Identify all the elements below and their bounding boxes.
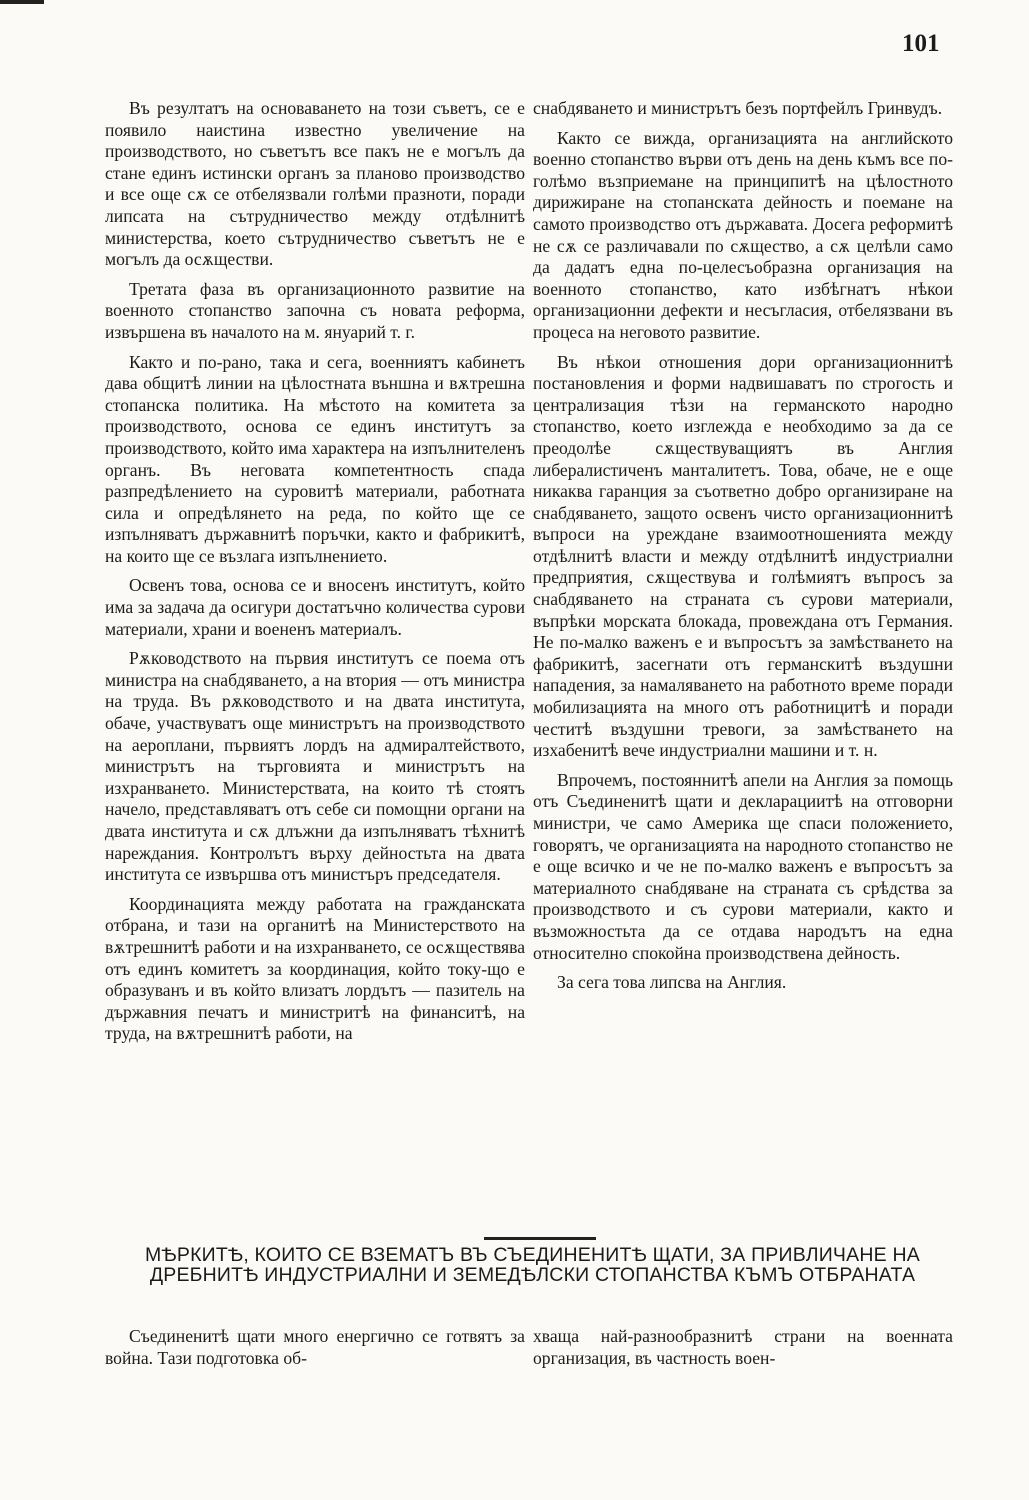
paragraph: Въ резултатъ на основаването на този съветъ, се е появило наистина известно увеличение на производството, но съветътъ все пакъ не е могълъ да стане единъ истински органъ за планово производство и все още сѫ се отбелязвали голѣми празноти, поради липсата на сътрудничество между отдѣлнитѣ министерства, което сътрудничество съветътъ не е могълъ да осѫществи. xyxy=(105,98,525,270)
paragraph: Както и по-рано, така и сега, военниятъ кабинетъ дава общитѣ линии на цѣлостната външна и вѫтрешна стопанска политика. На мѣстото на комитета за производството, основа се единъ институтъ за производството, който има характера на изпълнителенъ органъ. Въ неговата компетентность спада разпредѣлението на суровитѣ материали, работната сила и опредѣлянето на реда, по който ще се изпълняватъ държавнитѣ поръчки, както и фабрикитѣ, на които ще се възлага изпълнението. xyxy=(105,351,525,566)
paragraph: Въ нѣкои отношения дори организационнитѣ постановления и форми надвишаватъ по строгость и централизация тѣзи на германското народно стопанство, което изглежда е необходимо за да се преодолѣе сѫществуващиятъ въ Англия либералистиченъ манталитетъ. Това, обаче, не е още никаква гаранция за съответно добро организиране на снабдяването, защото освенъ чисто организационнитѣ въпроси на уреждане взаимоотношенията между отдѣлнитѣ власти и между отдѣлнитѣ индустриални предприятия, сѫществува и голѣмиятъ въпросъ за снабдяването на страната съ сурови материали, въпрѣки морската блокада, провеждана отъ Германия. Не по-малко важенъ е и въпросътъ за замѣстването на фабрикитѣ, засегнати отъ германскитѣ въздушни нападения, за намаляването на работното време поради мобилизацията на много отъ работницитѣ и поради честитѣ въздушни тревоги, за замѣстването на изхабенитѣ вече индустриални машини и т. н. xyxy=(533,351,953,761)
page-number: 101 xyxy=(902,30,940,57)
paragraph: Съединенитѣ щати много енергично се готвятъ за война. Тази подготовка об- xyxy=(105,1326,525,1368)
paragraph: хваща най-разнообразнитѣ страни на военната организация, въ частность воен- xyxy=(533,1326,953,1368)
section-left-column xyxy=(105,1326,525,1369)
section-divider xyxy=(484,1237,596,1240)
right-column xyxy=(533,98,953,994)
paragraph: Координацията между работата на гражданската отбрана, и тази на органитѣ на Министерството на вѫтрешнитѣ работи и на изхранването, се осѫществява отъ единъ комитетъ за координация, който току-що е образуванъ и въ който влизатъ лордътъ — пазитель на държавния печатъ и министритѣ на финанситѣ, на труда, на вѫтрешнитѣ работи, на xyxy=(105,893,525,1044)
paragraph: Впрочемъ, постояннитѣ апели на Англия за помощь отъ Съединенитѣ щати и декларациитѣ на отговорни министри, че само Америка ще спаси положението, говорятъ, че организацията на народното стопанство не е още всичко и че не по-малко важенъ е въпросътъ за материалното снабдяване на страната съ срѣдства за производството и съ сурови материали, както и възможностьта да се отдава народътъ на една относително спокойна производствена дейность. xyxy=(533,769,953,963)
paragraph: За сега това липсва на Англия. xyxy=(557,972,787,993)
paragraph: Освенъ това, основа се и вносенъ институтъ, който има за задача да осигури достатъчно количества сурови материали, храни и воененъ материалъ. xyxy=(105,575,525,639)
paragraph: Третата фаза въ организационното развитие на военното стопанство започна съ новата реформа, извършена въ началото на м. януарий т. г. xyxy=(105,278,525,342)
paragraph: Както се вижда, организацията на английското военно стопанство върви отъ день на день къмъ все по-голѣмо възприемане на принципитѣ на цѣлостното дирижиране на стопанската дейность и поемане на самото производство отъ държавата. Досега реформитѣ не сѫ се различавали по сѫщество, а сѫ целѣли само да дадатъ една по-целесъобразна организация на военното стопанство, като избѣгнатъ нѣкои организационни дефекти и несъгласия, отбелязвани въ процеса на неговото развитие. xyxy=(533,127,953,342)
paragraph-continuation: снабдяването и министрътъ безъ портфейлъ Гринвудъ. xyxy=(533,98,943,118)
top-corner-rule xyxy=(0,0,44,4)
section-heading: МѢРКИТѢ, КОИТО СЕ ВЗЕМАТЪ ВЪ СЪЕДИНЕНИТѢ ЩАТИ, ЗА ПРИВЛИЧАНЕ НА ДРЕБНИТѢ ИНДУСТРИАЛНИ И ЗЕМЕДѢЛСКИ СТОПАНСТВА КЪМЪ ОТБРАНАТА xyxy=(145,1244,920,1286)
paragraph: Рѫководството на първия институтъ се поема отъ министра на снабдяването, а на втория — отъ министра на труда. Въ рѫководството и на двата института, обаче, участвуватъ още министрътъ на производството на аероплани, първиятъ лордъ на адмиралтейството, министрътъ на търговията и министрътъ на изхранването. Министерствата, на които тѣ стоятъ начело, представляватъ отъ себе си помощни органи на двата института и сѫ длъжни да изпълняватъ тѣхнитѣ нареждания. Контролътъ върху дейностьта на двата института се извършва отъ министъръ председателя. xyxy=(105,648,525,885)
left-column xyxy=(105,98,525,1045)
section-right-column xyxy=(533,1326,953,1369)
